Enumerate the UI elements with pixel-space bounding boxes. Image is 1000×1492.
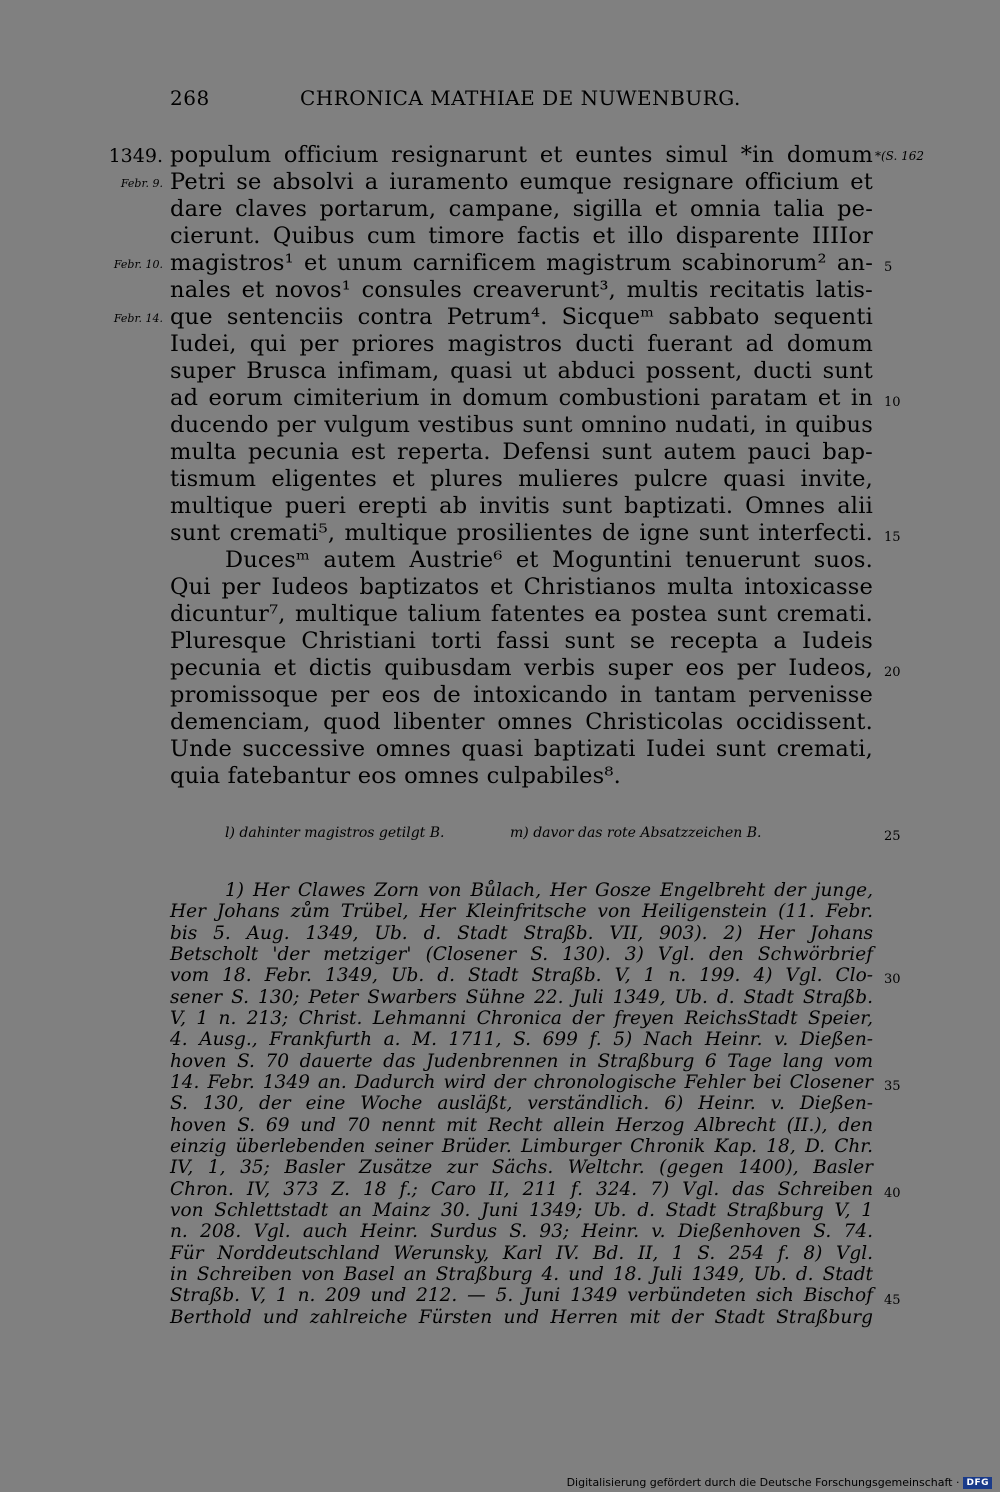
main-line-2: Petri se absolvi a iuramento eumque resignare officium et — [170, 169, 873, 195]
main-line-15: sunt cremati⁵, multique prosilientes de igne sunt interfecti. — [170, 520, 873, 546]
footnote-line-19: in Schreiben von Basel an Straßburg 4. und 18. Juli 1349, Ub. d. Stadt — [170, 1264, 873, 1285]
funding-credit-text: Digitalisierung gefördert durch die Deutsche Forschungsgemeinschaft · — [566, 1476, 960, 1489]
main-line-24: quia fatebantur eos omnes culpabiles⁸. — [170, 763, 621, 789]
main-line-10: ad eorum cimiterium in domum combustioni paratam et in — [170, 385, 873, 411]
footnote-line-2: Her Johans zům Trübel, Her Kleinfritsche von Heiligenstein (11. Febr. — [170, 901, 873, 922]
page-number: 268 — [170, 86, 210, 110]
line-number-30: 30 — [884, 972, 901, 987]
line-number-10: 10 — [884, 395, 901, 410]
line-number-20: 20 — [884, 665, 901, 680]
main-line-9: super Brusca infimam, quasi ut abduci possent, ducti sunt — [170, 358, 873, 384]
running-title: CHRONICA MATHIAE DE NUWENBURG. — [300, 86, 741, 110]
margin-date-feb14: Febr. 14. — [113, 312, 163, 325]
footnote-line-9: hoven S. 70 dauerte das Judenbrennen in Straßburg 6 Tage lang vom — [170, 1051, 873, 1072]
main-line-22: demenciam, quod libenter omnes Christicolas occidissent. — [170, 709, 873, 735]
main-line-5: magistros¹ et unum carnificem magistrum scabinorum² an- — [170, 250, 873, 276]
main-line-21: promissoque per eos de intoxicando in tantam pervenisse — [170, 682, 873, 708]
footnote-line-8: 4. Ausg., Frankfurth a. M. 1711, S. 699 f. 5) Nach Heinr. v. Dießen- — [170, 1029, 873, 1050]
footnote-line-18: Für Norddeutschland Werunsky, Karl IV. Bd. II, 1 S. 254 f. 8) Vgl. — [170, 1243, 873, 1264]
footnote-line-4: Betscholt 'der metziger' (Closener S. 130). 3) Vgl. den Schwörbrief — [170, 944, 873, 965]
main-line-3: dare claves portarum, campane, sigilla et omnia talia pe- — [170, 196, 873, 222]
margin-date-feb9: Febr. 9. — [120, 177, 163, 190]
margin-signature: *(S. 162 — [875, 149, 925, 163]
footnote-line-5: vom 18. Febr. 1349, Ub. d. Stadt Straßb. V, 1 n. 199. 4) Vgl. Clo- — [170, 965, 873, 986]
running-header — [170, 86, 870, 114]
footnote-line-20: Straßb. V, 1 n. 209 und 212. — 5. Juni 1349 verbündeten sich Bischof — [170, 1285, 873, 1306]
margin-date-feb10: Febr. 10. — [113, 258, 163, 271]
main-line-1: populum officium resignarunt et euntes simul *in domum — [170, 142, 873, 168]
footnote-line-15: Chron. IV, 373 Z. 18 f.; Caro II, 211 f. 324. 7) Vgl. das Schreiben — [170, 1179, 873, 1200]
main-line-4: cierunt. Quibus cum timore factis et illo disparente IIIIor — [170, 223, 873, 249]
line-number-5: 5 — [884, 260, 893, 275]
main-line-13: tismum eligentes et plures mulieres pulcre quasi invite, — [170, 466, 873, 492]
footnote-line-21: Berthold und zahlreiche Fürsten und Herren mit der Stadt Straßburg — [170, 1307, 873, 1328]
line-number-45: 45 — [884, 1293, 901, 1308]
footnote-line-6: sener S. 130; Peter Swarbers Sühne 22. Juli 1349, Ub. d. Stadt Straßb. — [170, 987, 873, 1008]
footnote-line-14: IV, 1, 35; Basler Zusätze zur Sächs. Weltchr. (gegen 1400), Basler — [170, 1157, 873, 1178]
main-line-12: multa pecunia est reperta. Defensi sunt autem pauci bap- — [170, 439, 873, 465]
footnote-line-13: einzig überlebenden seiner Brüder. Limburger Chronik Kap. 18, D. Chr. — [170, 1136, 873, 1157]
footnote-line-7: V, 1 n. 213; Christ. Lehmanni Chronica der freyen ReichsStadt Speier, — [170, 1008, 873, 1029]
main-line-16: Ducesᵐ autem Austrie⁶ et Moguntini tenuerunt suos. — [225, 547, 873, 573]
main-line-14: multique pueri erepti ab invitis sunt baptizati. Omnes alii — [170, 493, 873, 519]
dfg-logo: DFG — [963, 1477, 992, 1489]
footnote-line-1: 1) Her Clawes Zorn von Bůlach, Her Gosze Engelbreht der junge, — [225, 880, 873, 901]
main-line-20: pecunia et dictis quibusdam verbis super eos per Iudeos, — [170, 655, 873, 681]
footnote-line-17: n. 208. Vgl. auch Heinr. Surdus S. 93; Heinr. v. Dießenhoven S. 74. — [170, 1221, 873, 1242]
main-line-23: Unde successive omnes quasi baptizati Iudei sunt cremati, — [170, 736, 873, 762]
footnote-line-3: bis 5. Aug. 1349, Ub. d. Stadt Straßb. VII, 903). 2) Her Johans — [170, 923, 873, 944]
line-number-15: 15 — [884, 530, 901, 545]
critical-apparatus — [170, 825, 873, 845]
main-line-17: Qui per Iudeos baptizatos et Christianos multa intoxicasse — [170, 574, 873, 600]
margin-year: 1349. — [108, 145, 163, 167]
main-line-18: dicuntur⁷, multique talium fatentes ea postea sunt cremati. — [170, 601, 873, 627]
footnote-line-16: von Schlettstadt an Mainz 30. Juni 1349; Ub. d. Stadt Straßburg V, 1 — [170, 1200, 873, 1221]
main-line-7: que sentenciis contra Petrum⁴. Sicqueᵐ sabbato sequenti — [170, 304, 873, 330]
footnote-line-10: 14. Febr. 1349 an. Dadurch wird der chronologische Fehler bei Closener — [170, 1072, 873, 1093]
main-line-19: Pluresque Christiani torti fassi sunt se recepta a Iudeis — [170, 628, 873, 654]
line-number-35: 35 — [884, 1079, 901, 1094]
funding-credit — [567, 1476, 992, 1489]
footnote-line-12: hoven S. 69 und 70 nennt mit Recht allein Herzog Albrecht (II.), den — [170, 1115, 873, 1136]
line-number-40: 40 — [884, 1186, 901, 1201]
main-line-11: ducendo per vulgum vestibus sunt omnino nudati, in quibus — [170, 412, 873, 438]
apparatus-note-l: l) dahinter magistros getilgt B. — [225, 825, 445, 841]
main-line-8: Iudei, qui per priores magistros ducti fuerant ad domum — [170, 331, 873, 357]
line-number-25: 25 — [884, 829, 901, 844]
main-line-6: nales et novos¹ consules creaverunt³, multis recitatis latis- — [170, 277, 873, 303]
footnote-line-11: S. 130, der eine Woche ausläßt, verständlich. 6) Heinr. v. Dießen- — [170, 1093, 873, 1114]
apparatus-note-m: m) davor das rote Absatzzeichen B. — [510, 825, 762, 841]
